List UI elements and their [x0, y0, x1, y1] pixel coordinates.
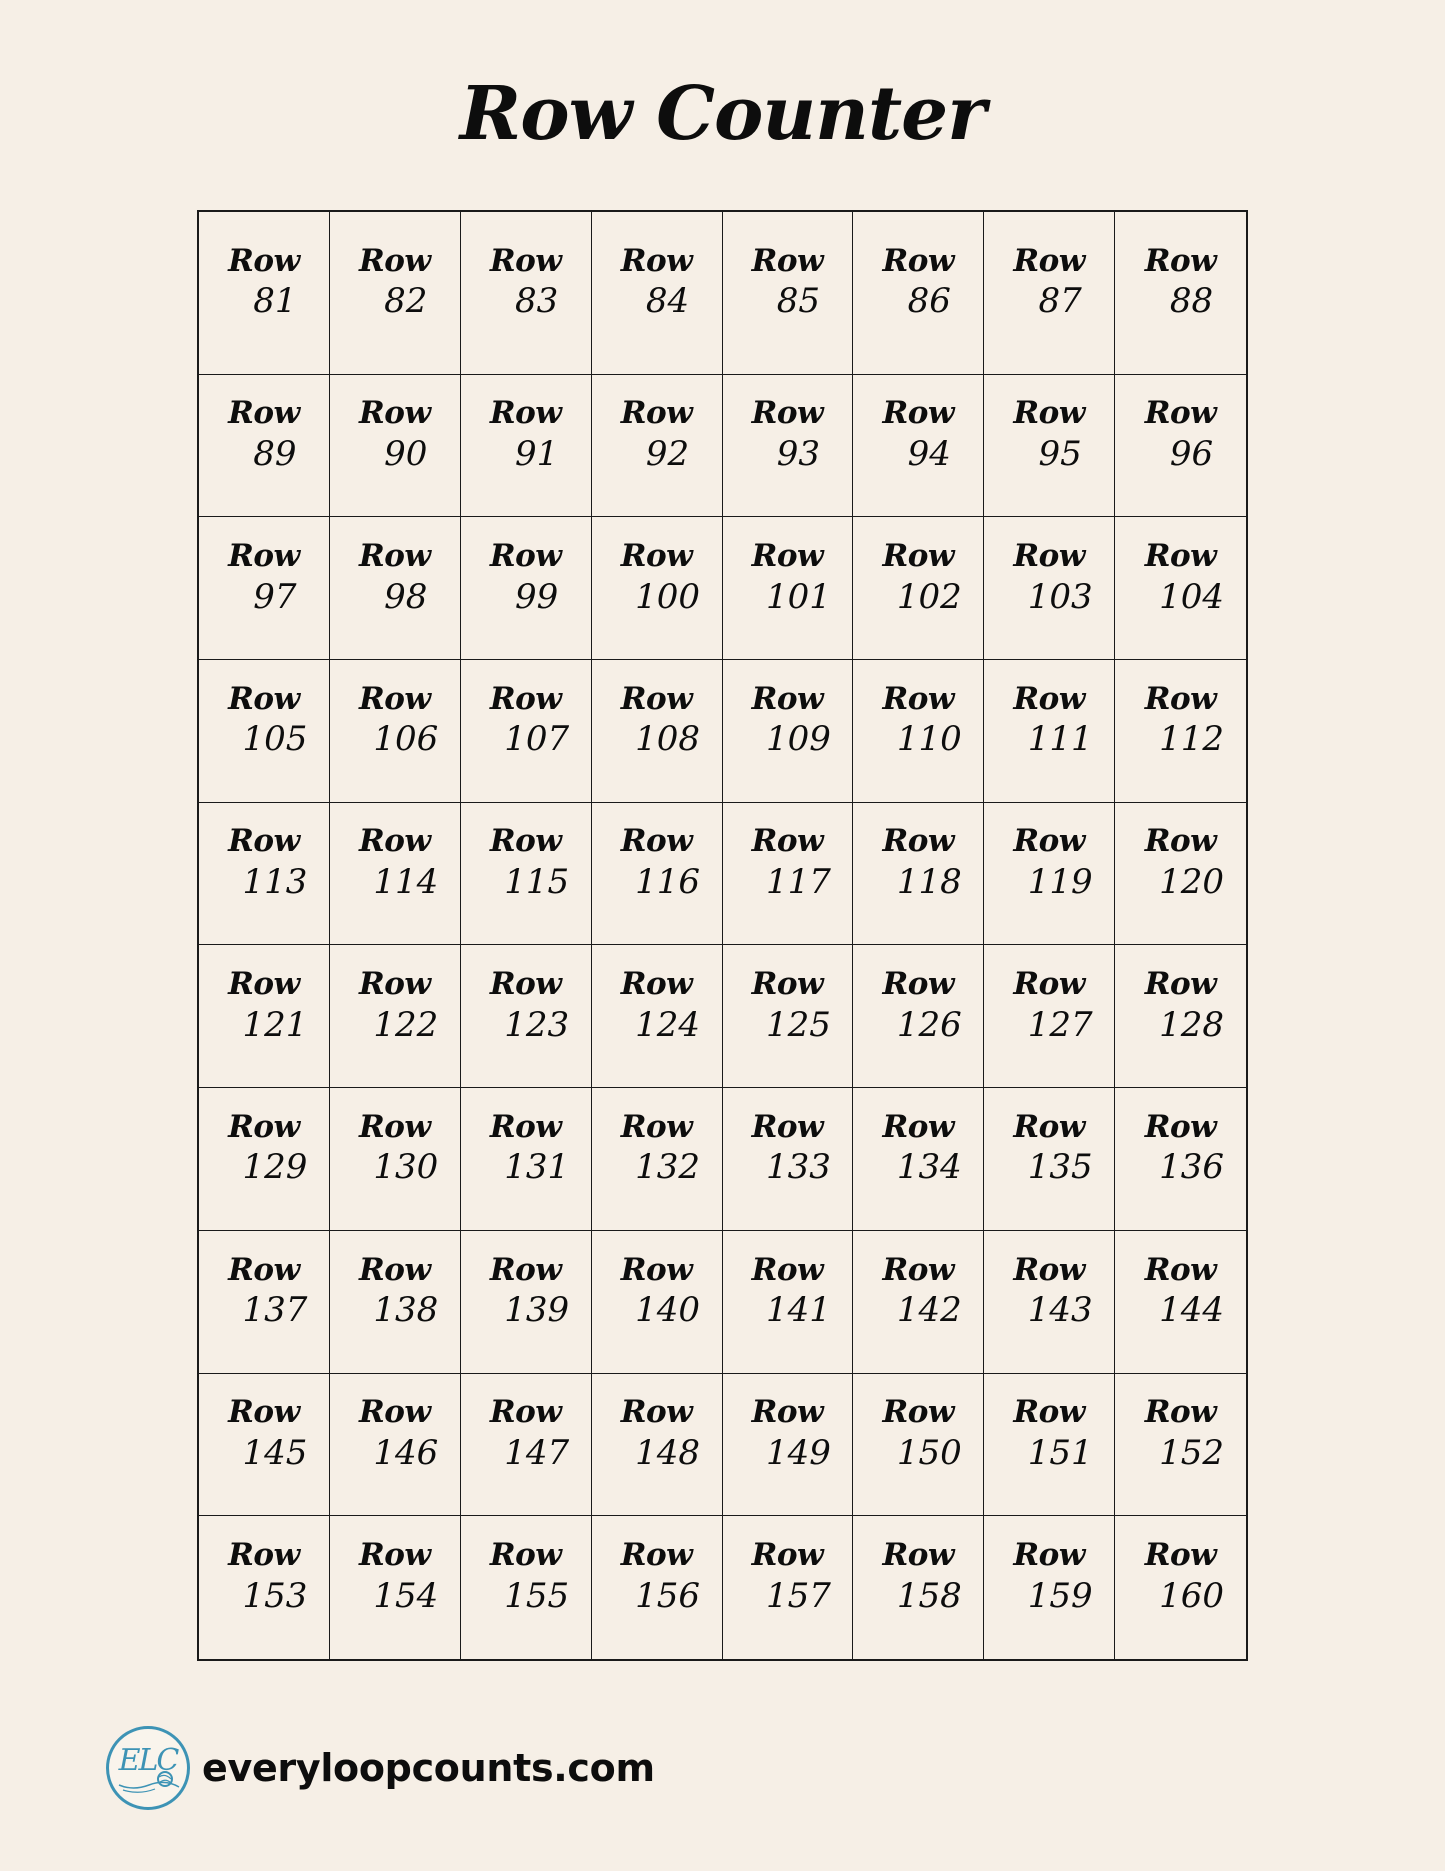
row-cell-number: 100: [635, 576, 701, 617]
row-cell: [199, 1231, 330, 1374]
row-cell: [984, 803, 1115, 946]
row-cell-label: Row: [620, 395, 693, 432]
row-cell: [592, 517, 723, 660]
row-cell-number: 86: [907, 281, 951, 322]
row-cell-label: Row: [1144, 823, 1217, 860]
row-cell-number: 138: [373, 1290, 439, 1331]
row-cell-label: Row: [228, 395, 300, 432]
row-cell-label: Row: [882, 966, 955, 1003]
row-cell-number: 113: [242, 862, 308, 903]
row-cell-number: 98: [384, 576, 428, 617]
row-cell-number: 119: [1027, 862, 1093, 903]
row-cell: [1115, 1516, 1246, 1659]
row-cell-number: 96: [1169, 433, 1214, 474]
row-cell: [199, 1088, 330, 1231]
row-cell-label: Row: [1144, 680, 1217, 717]
row-cell: [1115, 1231, 1246, 1374]
row-cell: [461, 1516, 592, 1659]
row-cell: [723, 375, 854, 518]
row-cell-number: 116: [635, 862, 701, 903]
row-cell-number: 143: [1027, 1290, 1093, 1331]
row-cell-number: 147: [504, 1432, 570, 1473]
row-cell-number: 104: [1159, 576, 1225, 617]
row-cell-number: 97: [253, 576, 297, 617]
row-cell-label: Row: [751, 966, 824, 1003]
row-cell-number: 102: [896, 576, 962, 617]
row-cell-label: Row: [489, 1394, 562, 1431]
row-cell: [723, 945, 854, 1088]
row-cell: [461, 1231, 592, 1374]
row-cell: [592, 375, 723, 518]
row-cell-number: 160: [1159, 1576, 1225, 1617]
row-cell: [199, 517, 330, 660]
row-cell-number: 130: [373, 1147, 439, 1188]
row-cell-number: 101: [765, 576, 831, 617]
row-cell: [592, 1516, 723, 1659]
row-cell-number: 139: [504, 1290, 570, 1331]
row-cell-label: Row: [1144, 1394, 1217, 1431]
row-cell-label: Row: [358, 823, 431, 860]
row-cell: [723, 1231, 854, 1374]
row-cell-label: Row: [1144, 242, 1217, 279]
row-cell-label: Row: [1013, 395, 1085, 432]
row-cell: [853, 945, 984, 1088]
row-cell: [330, 1231, 461, 1374]
row-cell-number: 94: [907, 433, 951, 474]
row-cell-number: 128: [1159, 1004, 1225, 1045]
row-cell-label: Row: [1144, 538, 1217, 574]
row-cell-number: 83: [515, 281, 559, 322]
row-cell-number: 133: [765, 1147, 831, 1188]
row-cell-label: Row: [1013, 680, 1085, 717]
row-cell: [853, 1374, 984, 1517]
row-cell-label: Row: [1013, 1394, 1085, 1431]
row-cell-number: 146: [373, 1432, 439, 1473]
row-cell-label: Row: [751, 1108, 824, 1145]
row-cell: [330, 660, 461, 803]
row-cell: [853, 660, 984, 803]
row-cell: [592, 1374, 723, 1517]
row-cell-label: Row: [358, 1537, 431, 1574]
row-cell-number: 142: [896, 1290, 962, 1331]
website-url[interactable]: everyloopcounts.com: [202, 1746, 655, 1790]
row-cell: [461, 660, 592, 803]
row-cell-number: 158: [896, 1576, 962, 1617]
row-cell-number: 118: [896, 862, 962, 903]
row-cell: [330, 803, 461, 946]
row-cell: [723, 517, 854, 660]
row-cell-number: 90: [384, 433, 428, 474]
row-cell: [199, 212, 330, 375]
row-cell-label: Row: [1144, 966, 1217, 1003]
row-cell: [853, 803, 984, 946]
row-cell: [592, 1231, 723, 1374]
row-cell-label: Row: [1013, 1108, 1085, 1145]
row-cell-label: Row: [882, 242, 955, 279]
row-cell-label: Row: [228, 538, 300, 574]
row-cell-number: 153: [242, 1576, 308, 1617]
row-cell: [199, 375, 330, 518]
row-cell-number: 121: [242, 1004, 308, 1045]
row-cell-label: Row: [882, 1537, 955, 1574]
row-cell: [592, 945, 723, 1088]
row-cell: [199, 1374, 330, 1517]
row-cell: [330, 212, 461, 375]
row-cell-number: 87: [1038, 281, 1082, 322]
row-cell-number: 88: [1169, 281, 1214, 322]
row-cell: [199, 945, 330, 1088]
row-cell-label: Row: [1013, 1537, 1085, 1574]
row-cell: [1115, 945, 1246, 1088]
row-cell: [1115, 1374, 1246, 1517]
row-cell-label: Row: [358, 1394, 431, 1431]
row-cell-label: Row: [882, 395, 955, 432]
row-cell: [853, 517, 984, 660]
row-cell-label: Row: [228, 966, 300, 1003]
row-cell: [1115, 1088, 1246, 1231]
row-cell-number: 95: [1038, 433, 1082, 474]
row-cell-label: Row: [358, 680, 431, 717]
row-cell-number: 148: [635, 1432, 701, 1473]
row-cell-label: Row: [882, 1394, 955, 1431]
row-cell-label: Row: [751, 680, 824, 717]
row-cell-label: Row: [1013, 538, 1085, 574]
row-cell-number: 123: [504, 1004, 570, 1045]
row-cell: [723, 1374, 854, 1517]
row-cell-label: Row: [1144, 1537, 1217, 1574]
row-cell-label: Row: [358, 966, 431, 1003]
row-cell-number: 117: [765, 862, 831, 903]
row-cell-number: 81: [253, 281, 297, 322]
row-cell-number: 99: [515, 576, 559, 617]
row-cell-number: 154: [373, 1576, 439, 1617]
row-cell: [984, 1516, 1115, 1659]
row-cell-label: Row: [1144, 395, 1217, 432]
row-cell-label: Row: [489, 1251, 562, 1288]
row-cell-number: 114: [373, 862, 439, 903]
row-cell-label: Row: [620, 242, 693, 279]
row-cell-number: 110: [896, 719, 962, 760]
row-cell-number: 125: [765, 1004, 831, 1045]
row-cell-number: 124: [635, 1004, 701, 1045]
row-cell-number: 112: [1159, 719, 1225, 760]
row-cell-label: Row: [489, 823, 562, 860]
row-cell-number: 145: [242, 1432, 308, 1473]
row-cell-number: 144: [1159, 1290, 1225, 1331]
row-cell: [330, 1516, 461, 1659]
row-cell-number: 132: [635, 1147, 701, 1188]
row-cell: [984, 945, 1115, 1088]
row-cell-number: 126: [896, 1004, 962, 1045]
row-cell-label: Row: [620, 966, 693, 1003]
row-cell-label: Row: [489, 538, 562, 574]
row-cell: [461, 212, 592, 375]
row-cell-number: 93: [776, 433, 821, 474]
row-cell: [984, 1088, 1115, 1231]
row-cell: [984, 1374, 1115, 1517]
row-cell: [330, 375, 461, 518]
row-cell: [592, 1088, 723, 1231]
yarn-ball-icon: [109, 1729, 187, 1807]
row-cell-label: Row: [751, 1537, 824, 1574]
row-cell: [853, 1516, 984, 1659]
row-cell-label: Row: [358, 242, 431, 279]
row-cell-number: 92: [645, 433, 690, 474]
row-cell-label: Row: [1144, 1251, 1217, 1288]
row-cell-number: 156: [635, 1576, 701, 1617]
row-cell-label: Row: [620, 680, 693, 717]
row-cell-number: 127: [1027, 1004, 1093, 1045]
row-cell: [723, 660, 854, 803]
row-cell-label: Row: [751, 1394, 824, 1431]
page-title: Row Counter: [459, 71, 986, 157]
row-cell: [853, 1088, 984, 1231]
row-cell-number: 159: [1027, 1576, 1093, 1617]
row-cell: [461, 1374, 592, 1517]
row-cell: [984, 517, 1115, 660]
row-cell-number: 152: [1159, 1432, 1225, 1473]
row-cell-label: Row: [882, 538, 955, 574]
logo-monogram: ELC: [118, 1743, 178, 1778]
row-cell-label: Row: [620, 1108, 693, 1145]
row-cell-label: Row: [882, 1108, 955, 1145]
row-cell-label: Row: [751, 1251, 824, 1288]
row-cell: [199, 803, 330, 946]
row-cell-number: 157: [765, 1576, 831, 1617]
row-cell-label: Row: [1013, 1251, 1085, 1288]
row-cell-number: 149: [765, 1432, 831, 1473]
row-cell-number: 136: [1159, 1147, 1225, 1188]
row-cell: [1115, 660, 1246, 803]
row-cell-number: 134: [896, 1147, 962, 1188]
row-cell-label: Row: [228, 1537, 300, 1574]
row-cell-number: 150: [896, 1432, 962, 1473]
row-cell-label: Row: [358, 538, 431, 574]
row-cell-label: Row: [620, 1251, 693, 1288]
row-cell-number: 107: [504, 719, 570, 760]
row-cell-label: Row: [358, 395, 431, 432]
row-cell-number: 155: [504, 1576, 570, 1617]
row-cell-number: 106: [373, 719, 439, 760]
row-cell: [330, 1374, 461, 1517]
row-cell-label: Row: [228, 680, 300, 717]
row-cell: [984, 375, 1115, 518]
row-cell-label: Row: [882, 823, 955, 860]
row-cell-number: 151: [1027, 1432, 1093, 1473]
row-cell: [461, 375, 592, 518]
row-cell-number: 85: [776, 281, 821, 322]
row-cell-label: Row: [1144, 1108, 1217, 1145]
row-cell: [592, 660, 723, 803]
row-cell: [984, 212, 1115, 375]
row-cell: [853, 1231, 984, 1374]
row-cell-label: Row: [882, 680, 955, 717]
row-cell-label: Row: [882, 1251, 955, 1288]
row-cell: [330, 1088, 461, 1231]
row-cell: [199, 660, 330, 803]
row-cell-label: Row: [751, 538, 824, 574]
row-cell: [199, 1516, 330, 1659]
row-cell-number: 115: [504, 862, 570, 903]
row-cell-label: Row: [228, 242, 300, 279]
row-cell: [723, 1516, 854, 1659]
row-cell: [330, 945, 461, 1088]
row-cell: [1115, 212, 1246, 375]
row-cell-label: Row: [620, 1394, 693, 1431]
row-cell-number: 103: [1027, 576, 1093, 617]
row-cell-number: 137: [242, 1290, 308, 1331]
row-cell: [1115, 803, 1246, 946]
row-cell-label: Row: [620, 1537, 693, 1574]
row-cell-label: Row: [358, 1251, 431, 1288]
row-cell: [461, 517, 592, 660]
row-cell: [592, 803, 723, 946]
row-cell: [984, 1231, 1115, 1374]
row-cell-label: Row: [751, 823, 824, 860]
row-cell: [1115, 375, 1246, 518]
footer: [106, 1726, 655, 1810]
row-cell-label: Row: [358, 1108, 431, 1145]
row-cell: [461, 945, 592, 1088]
row-cell-label: Row: [1013, 242, 1085, 279]
row-cell: [723, 1088, 854, 1231]
row-cell-label: Row: [489, 680, 562, 717]
row-cell-label: Row: [489, 1108, 562, 1145]
row-cell-number: 84: [645, 281, 690, 322]
row-cell: [461, 1088, 592, 1231]
row-cell-label: Row: [489, 242, 562, 279]
row-cell: [723, 803, 854, 946]
row-cell-number: 89: [253, 433, 297, 474]
row-cell: [330, 517, 461, 660]
row-cell-label: Row: [620, 823, 693, 860]
row-cell-label: Row: [1013, 966, 1085, 1003]
logo: [106, 1726, 190, 1810]
row-counter-grid: [197, 210, 1248, 1661]
row-cell-number: 120: [1159, 862, 1225, 903]
row-cell-label: Row: [228, 1251, 300, 1288]
row-cell-label: Row: [489, 1537, 562, 1574]
row-cell-number: 140: [635, 1290, 701, 1331]
row-cell-number: 129: [242, 1147, 308, 1188]
row-cell-number: 131: [504, 1147, 570, 1188]
row-cell-number: 141: [765, 1290, 831, 1331]
row-cell-label: Row: [489, 395, 562, 432]
row-cell-label: Row: [228, 1108, 300, 1145]
row-cell-number: 122: [373, 1004, 439, 1045]
row-cell-label: Row: [1013, 823, 1085, 860]
row-cell-number: 135: [1027, 1147, 1093, 1188]
row-cell-label: Row: [751, 395, 824, 432]
row-cell-number: 109: [765, 719, 831, 760]
row-cell: [1115, 517, 1246, 660]
row-cell-number: 108: [635, 719, 701, 760]
row-cell: [592, 212, 723, 375]
row-cell-label: Row: [751, 242, 824, 279]
row-cell-label: Row: [228, 823, 300, 860]
row-cell-label: Row: [620, 538, 693, 574]
row-cell-label: Row: [228, 1394, 300, 1431]
row-cell-number: 111: [1027, 719, 1093, 760]
row-cell-number: 91: [515, 433, 559, 474]
row-cell: [984, 660, 1115, 803]
row-cell: [853, 212, 984, 375]
row-cell-label: Row: [489, 966, 562, 1003]
row-cell: [853, 375, 984, 518]
row-cell-number: 105: [242, 719, 308, 760]
row-cell: [723, 212, 854, 375]
row-cell-number: 82: [384, 281, 428, 322]
row-cell: [461, 803, 592, 946]
